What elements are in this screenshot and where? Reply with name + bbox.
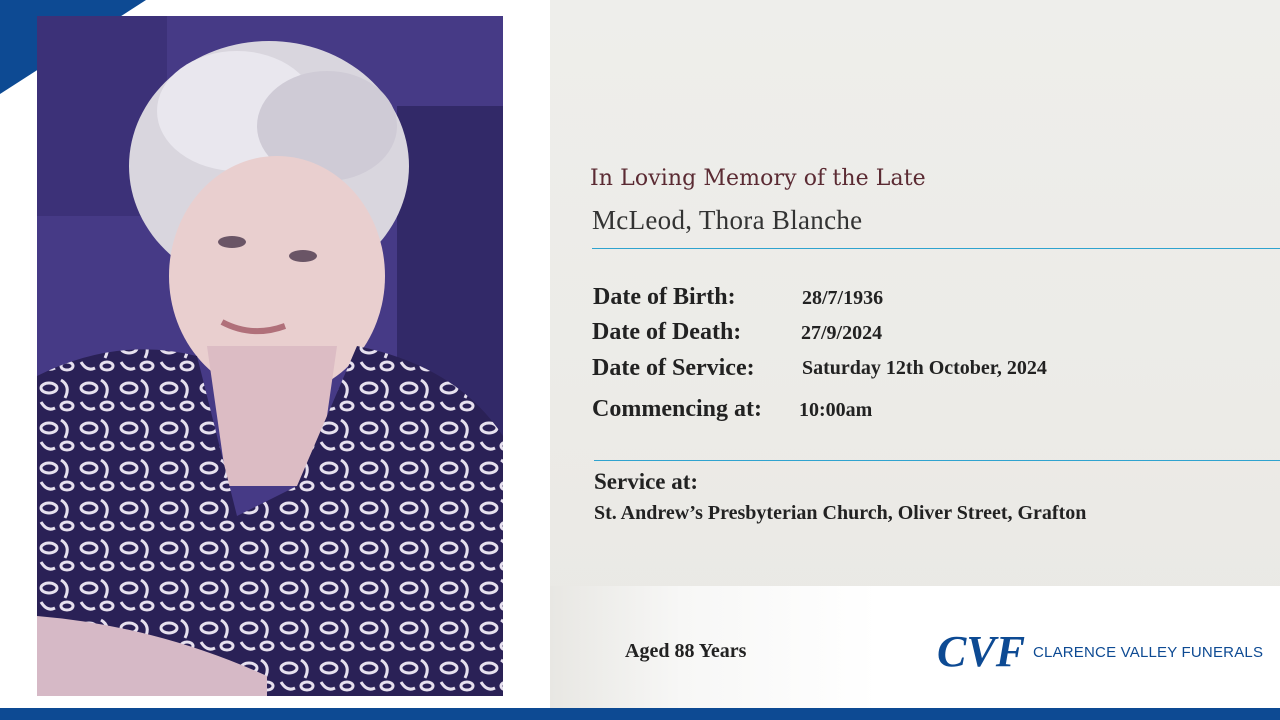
cvf-logo-mark xyxy=(935,624,1027,674)
commencing-label: Commencing at: xyxy=(592,396,762,422)
birth-label: Date of Birth: xyxy=(593,284,736,310)
logo-text: CLARENCE VALLEY FUNERALS xyxy=(1033,644,1264,661)
logo-monogram: CVF xyxy=(937,627,1026,674)
service-date-label: Date of Service: xyxy=(592,355,755,381)
deceased-name: McLeod, Thora Blanche xyxy=(592,205,863,235)
death-value: 27/9/2024 xyxy=(801,322,883,344)
venue-value: St. Andrew’s Presbyterian Church, Oliver Street, Grafton xyxy=(594,502,1087,524)
memorial-heading: In Loving Memory of the Late xyxy=(590,166,926,191)
death-label: Date of Death: xyxy=(592,319,742,345)
service-date-value: Saturday 12th October, 2024 xyxy=(802,357,1047,379)
divider-top xyxy=(592,248,1280,249)
company-logo xyxy=(935,624,1264,680)
aged-text: Aged 88 Years xyxy=(625,640,747,662)
divider-bottom xyxy=(594,460,1280,461)
footer-bar xyxy=(0,708,1280,720)
birth-value: 28/7/1936 xyxy=(802,287,884,309)
portrait-photo xyxy=(37,16,503,696)
commencing-value: 10:00am xyxy=(799,399,873,421)
venue-label: Service at: xyxy=(594,469,699,494)
